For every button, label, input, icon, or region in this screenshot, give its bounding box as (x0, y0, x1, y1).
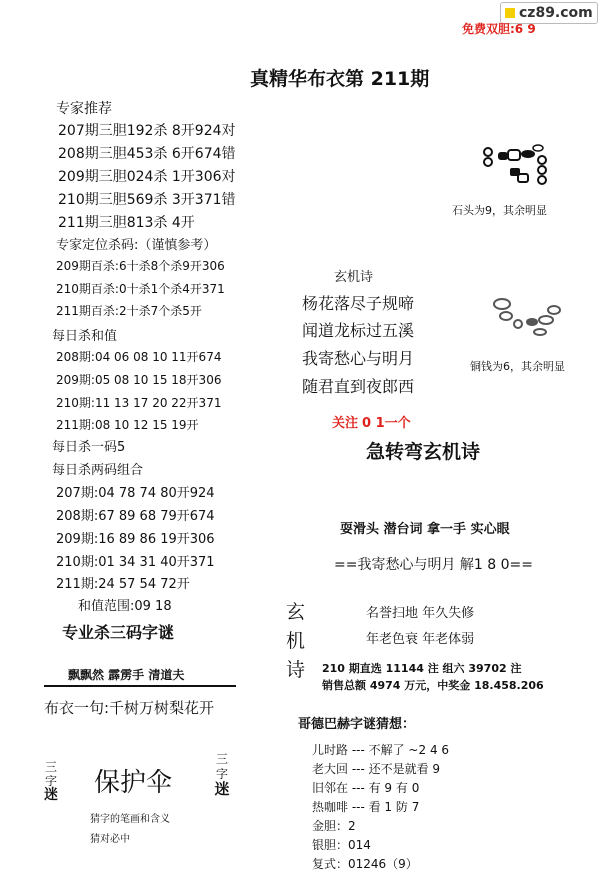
daily-pair-row: 211期:24 57 54 72开 (56, 577, 190, 592)
follow-prefix: 关注 (332, 416, 359, 431)
sanzi-char: 三 (215, 752, 228, 766)
stone-caption: 石头为9，其余明显 (452, 204, 547, 217)
riddle-names: 飘飘然 霹雳手 清道夫 (68, 668, 185, 682)
position-heading: 专家定位杀码:（谨慎参考） (56, 238, 217, 253)
pro-kill-title: 专业杀三码字谜 (62, 623, 175, 642)
daily-kill-one: 每日杀一码5 (52, 440, 126, 455)
daily-sum-row: 209期:05 08 10 15 18开306 (56, 373, 222, 387)
xuanji-vertical (286, 598, 310, 685)
poem-line: 我寄愁心与明月 (302, 349, 415, 368)
expert-pick: 209期三胆024杀 1开306对 (58, 169, 236, 185)
position-kill: 210期百杀:0十杀1个杀4开371 (56, 282, 225, 296)
logo-square-icon (505, 8, 515, 18)
expert-pick: 207期三胆192杀 8开924对 (58, 123, 236, 139)
sanzi-char: 迷 (44, 787, 58, 803)
slogan: 耍滑头 潜台词 拿一手 实心眼 (340, 522, 510, 537)
solution: ==我寄愁心与明月 解1 8 0== (334, 557, 533, 573)
poem-heading: 玄机诗 (334, 270, 374, 285)
daily-pair-heading: 每日杀两码组合 (52, 463, 144, 478)
daily-sum-row: 210期:11 13 17 20 22开371 (56, 396, 222, 410)
logo-text: cz89.com (519, 5, 593, 21)
couplet-line: 名誉扫地 年久失修 (366, 606, 475, 621)
page-title: 真精华布衣第 211期 (250, 68, 430, 90)
xuanji-char: 玄 (286, 601, 306, 623)
free-tip: 免费双胆:6 9 (462, 22, 536, 36)
sharp-turn-title: 急转弯玄机诗 (366, 441, 481, 463)
position-kill: 211期百杀:2十杀7个杀5开 (56, 304, 202, 318)
expert-heading: 专家推荐 (56, 101, 112, 117)
sales-line: 销售总额 4974 万元，中奖金 18.458.206 (322, 679, 544, 692)
goethe-item: 热咖啡 --- 看 1 防 7 (312, 800, 420, 814)
xuanji-char: 机 (286, 630, 306, 652)
daily-sum-row: 208期:04 06 08 10 11开674 (56, 350, 222, 364)
expert-pick: 210期三胆569杀 3开371错 (58, 192, 236, 208)
sanzi-left (44, 760, 58, 802)
sanzi-char: 三 (44, 760, 57, 774)
buyi-line: 布衣一句:千树万树梨花开 (44, 699, 215, 717)
goethe-heading: 哥德巴赫字谜猜想： (298, 717, 416, 732)
goethe-item: 儿时路 --- 不解了 ~2 4 6 (312, 743, 450, 757)
goethe-item: 复式：01246（9） (312, 857, 418, 871)
coins-icon (490, 296, 570, 338)
divider (44, 685, 236, 687)
umbrella-riddle: 保护伞 (94, 768, 173, 798)
daily-pair-row: 210期:01 34 31 40开371 (56, 555, 215, 570)
goethe-item: 老大回 --- 还不是就看 9 (312, 762, 441, 776)
sales-line: 210 期直选 11144 注 组六 39702 注 (322, 662, 522, 675)
follow-numbers: 0 1一个 (362, 416, 411, 431)
sanzi-char: 迷 (214, 780, 230, 798)
sanzi-right (213, 752, 231, 797)
goethe-item: 旧邻在 --- 有 9 有 0 (312, 781, 420, 795)
goethe-item: 银胆：014 (312, 838, 371, 852)
daily-pair-row: 207期:04 78 74 80开924 (56, 486, 215, 501)
daily-pair-row: 209期:16 89 86 19开306 (56, 532, 215, 547)
guess-line: 猜对必中 (90, 834, 130, 845)
daily-sum-row: 211期:08 10 12 15 19开 (56, 418, 199, 432)
sanzi-char: 字 (44, 774, 57, 788)
daily-sum-heading: 每日杀和值 (52, 329, 118, 344)
poem-line: 闻道龙标过五溪 (302, 321, 415, 340)
coin-caption: 铜钱为6，其余明显 (470, 360, 565, 373)
poem-line: 杨花落尽子规啼 (302, 294, 415, 313)
poem-line: 随君直到夜郎西 (302, 377, 415, 396)
expert-pick: 211期三胆813杀 4开 (58, 215, 195, 231)
stone-coins-icon (480, 140, 560, 196)
sum-range: 和值范围:09 18 (78, 599, 172, 614)
sanzi-char: 字 (215, 767, 228, 781)
daily-pair-row: 208期:67 89 68 79开674 (56, 509, 215, 524)
xuanji-char: 诗 (286, 659, 306, 681)
guess-line: 猜字的笔画和含义 (90, 814, 170, 825)
goethe-item: 金胆：2 (312, 819, 356, 833)
couplet-line: 年老色衰 年老体弱 (366, 632, 475, 647)
follow-note (332, 412, 411, 431)
position-kill: 209期百杀:6十杀8个杀9开306 (56, 259, 225, 273)
expert-pick: 208期三胆453杀 6开674错 (58, 146, 236, 162)
